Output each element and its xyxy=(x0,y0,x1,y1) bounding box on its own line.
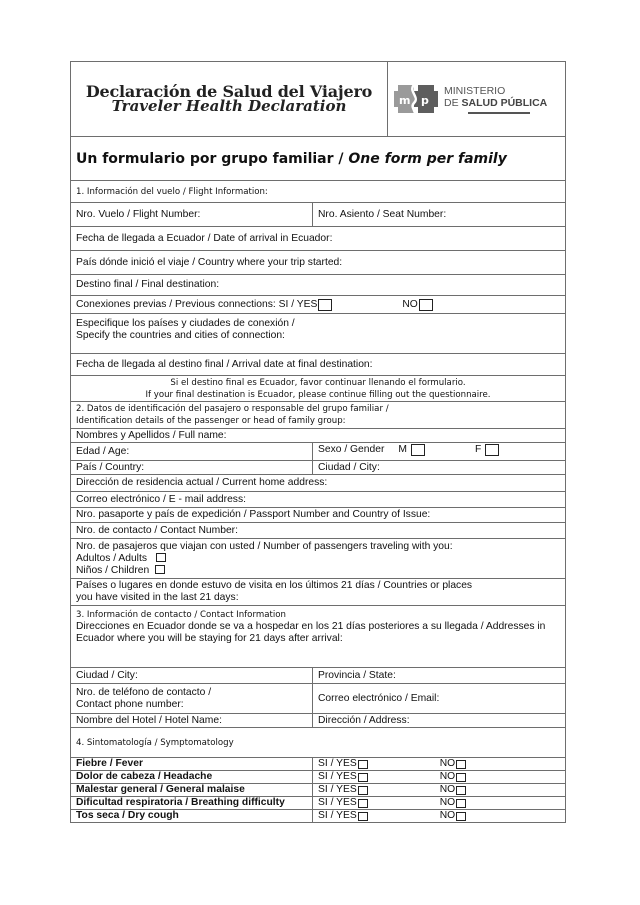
trip-start-row xyxy=(71,250,565,274)
ministry-line1: MINISTERIO xyxy=(444,84,506,97)
form-header xyxy=(71,62,565,136)
continue-note-row xyxy=(71,375,565,401)
visited-places-field[interactable]: Países o lugares en donde estuvo de visita en los últimos 21 días / Countries or places you have visited in the last 21 days: xyxy=(76,580,473,603)
passport-field[interactable]: Nro. pasaporte y país de expedición / Passport Number and Country of Issue: xyxy=(76,509,431,520)
symptom-label: Dificultad respiratoria / Breathing difficulty xyxy=(71,797,313,809)
previous-connections-label: Conexiones previas / Previous connections: SI / YES xyxy=(76,298,318,310)
svg-text:p: p xyxy=(421,94,429,107)
hotel-address-field[interactable]: Dirección / Address: xyxy=(318,714,410,726)
symptom-no-label: NO xyxy=(439,771,456,782)
contact-number-row xyxy=(71,522,565,538)
svg-text:m: m xyxy=(399,94,411,107)
ministry-name xyxy=(444,85,547,114)
symptom-row xyxy=(71,809,565,822)
symptom-no-checkbox[interactable] xyxy=(456,760,466,769)
phone-email-row xyxy=(71,683,565,713)
connections-specify-row xyxy=(71,313,565,353)
visited-row xyxy=(71,578,565,605)
connections-specify-field[interactable]: Especifique los países y ciudades de conexión / Specify the countries and cities of connection: xyxy=(76,318,295,341)
full-name-field[interactable]: Nombres y Apellidos / Full name: xyxy=(76,429,227,441)
home-address-field[interactable]: Dirección de residencia actual / Current home address: xyxy=(76,477,328,488)
age-gender-row xyxy=(71,442,565,460)
children-checkbox[interactable] xyxy=(155,565,165,574)
contact-phone-field[interactable]: Nro. de teléfono de contacto / Contact phone number: xyxy=(71,684,313,713)
connections-no-label: NO xyxy=(402,298,418,310)
gender-m-checkbox[interactable] xyxy=(411,444,425,456)
symptom-row xyxy=(71,757,565,770)
stay-state-field[interactable]: Provincia / State: xyxy=(318,669,396,681)
symptom-yes-checkbox[interactable] xyxy=(358,773,368,782)
final-destination-row xyxy=(71,274,565,295)
symptom-no-label: NO xyxy=(439,784,456,795)
section3-heading: 3. Información de contacto / Contact Information xyxy=(76,610,286,620)
symptom-no-label: NO xyxy=(439,758,456,769)
connections-row xyxy=(71,295,565,313)
arrival-date-row xyxy=(71,226,565,250)
section4-heading: 4. Sintomatología / Symptomatology xyxy=(76,737,234,748)
health-declaration-form xyxy=(70,61,566,823)
symptom-yes-checkbox[interactable] xyxy=(358,786,368,795)
passengers-row xyxy=(71,538,565,578)
email-field[interactable]: Correo electrónico / E - mail address: xyxy=(76,493,246,505)
symptom-yes-label: SI / YES xyxy=(318,771,357,782)
hotel-name-field[interactable]: Nombre del Hotel / Hotel Name: xyxy=(71,714,313,727)
section3-addresses-row xyxy=(71,605,565,667)
symptom-no-checkbox[interactable] xyxy=(456,773,466,782)
passport-row xyxy=(71,507,565,522)
full-name-row xyxy=(71,428,565,442)
section2-heading: 2. Datos de identificación del pasajero o responsable del grupo familiar / Identification details of the passenger or head of family group: xyxy=(76,404,389,426)
city-field[interactable]: Ciudad / City: xyxy=(318,461,380,473)
ministry-logo xyxy=(388,62,565,136)
connections-yes-checkbox[interactable] xyxy=(318,299,332,311)
subtitle-spanish: Un formulario por grupo familiar / xyxy=(76,150,344,167)
section1-heading: 1. Información del vuelo / Flight Information: xyxy=(76,186,268,197)
section1-heading-row xyxy=(71,180,565,202)
symptom-label: Dolor de cabeza / Headache xyxy=(71,771,313,783)
stay-city-field[interactable]: Ciudad / City: xyxy=(71,668,313,683)
symptom-yes-label: SI / YES xyxy=(318,797,357,808)
gender-label: Sexo / Gender xyxy=(318,444,385,455)
gender-f-label: F xyxy=(474,444,482,455)
country-city-row xyxy=(71,460,565,474)
adults-checkbox[interactable] xyxy=(156,553,166,562)
title-spanish: Declaración de Salud del Viajero xyxy=(85,82,373,101)
symptom-label: Malestar general / General malaise xyxy=(71,784,313,796)
symptom-row xyxy=(71,796,565,809)
continue-note: Si el destino final es Ecuador, favor continuar llenando el formulario. If your final destination is Ecuador, please continue filling out the questionnaire. xyxy=(145,377,491,400)
symptom-yes-checkbox[interactable] xyxy=(358,812,368,821)
email-row xyxy=(71,491,565,507)
gender-m-label: M xyxy=(398,444,407,455)
symptom-label: Fiebre / Fever xyxy=(71,758,313,770)
symptom-yes-checkbox[interactable] xyxy=(358,799,368,808)
symptom-yes-label: SI / YES xyxy=(318,758,357,769)
symptom-row xyxy=(71,770,565,783)
age-field[interactable]: Edad / Age: xyxy=(71,443,313,460)
section2-heading-row xyxy=(71,401,565,428)
contact-number-field[interactable]: Nro. de contacto / Contact Number: xyxy=(76,524,238,536)
hotel-row xyxy=(71,713,565,727)
subtitle-english: One form per family xyxy=(348,150,507,167)
trip-start-country-field[interactable]: País dónde inició el viaje / Country where your trip started: xyxy=(76,256,343,268)
symptom-yes-label: SI / YES xyxy=(318,784,357,795)
connections-no-checkbox[interactable] xyxy=(419,299,433,311)
logo-underline xyxy=(468,112,530,114)
flight-row xyxy=(71,202,565,226)
final-destination-field[interactable]: Destino final / Final destination: xyxy=(76,279,220,290)
symptom-yes-checkbox[interactable] xyxy=(358,760,368,769)
flight-number-field[interactable]: Nro. Vuelo / Flight Number: xyxy=(71,203,313,226)
children-label: Niños / Children xyxy=(76,564,150,576)
symptom-yes-label: SI / YES xyxy=(318,810,357,821)
final-arrival-row xyxy=(71,353,565,375)
symptom-no-label: NO xyxy=(439,810,456,821)
symptom-no-checkbox[interactable] xyxy=(456,786,466,795)
ministry-line2: DE SALUD PÚBLICA xyxy=(444,96,548,109)
symptom-no-label: NO xyxy=(439,797,456,808)
adults-label: Adultos / Adults xyxy=(76,552,147,564)
symptom-label: Tos seca / Dry cough xyxy=(71,810,313,822)
addresses-field[interactable]: 3. Información de contacto / Contact Information Direcciones en Ecuador donde se va a hospedar en los 21 días posteriores a su llegada / Addresses in Ecuador where you will be staying for 21 days after arrival: xyxy=(76,610,546,644)
arrival-date-field[interactable]: Fecha de llegada a Ecuador / Date of arrival in Ecuador: xyxy=(76,232,333,244)
title-english: Traveler Health Declaration xyxy=(111,97,347,115)
section4-heading-row xyxy=(71,727,565,757)
form-subtitle xyxy=(71,136,565,180)
seat-number-field[interactable]: Nro. Asiento / Seat Number: xyxy=(318,208,447,220)
country-field[interactable]: País / Country: xyxy=(71,461,313,474)
symptom-row xyxy=(71,783,565,796)
symptom-no-checkbox[interactable] xyxy=(456,799,466,808)
msp-logo-icon xyxy=(394,81,438,117)
gender-f-checkbox[interactable] xyxy=(485,444,499,456)
passengers-label: Nro. de pasajeros que viajan con usted / Number of passengers traveling with you: xyxy=(76,540,453,552)
contact-email-field[interactable]: Correo electrónico / Email: xyxy=(318,692,440,704)
city-state-row xyxy=(71,667,565,683)
form-title xyxy=(71,62,388,136)
final-arrival-date-field[interactable]: Fecha de llegada al destino final / Arrival date at final destination: xyxy=(76,358,373,370)
symptom-no-checkbox[interactable] xyxy=(456,812,466,821)
home-address-row xyxy=(71,474,565,491)
